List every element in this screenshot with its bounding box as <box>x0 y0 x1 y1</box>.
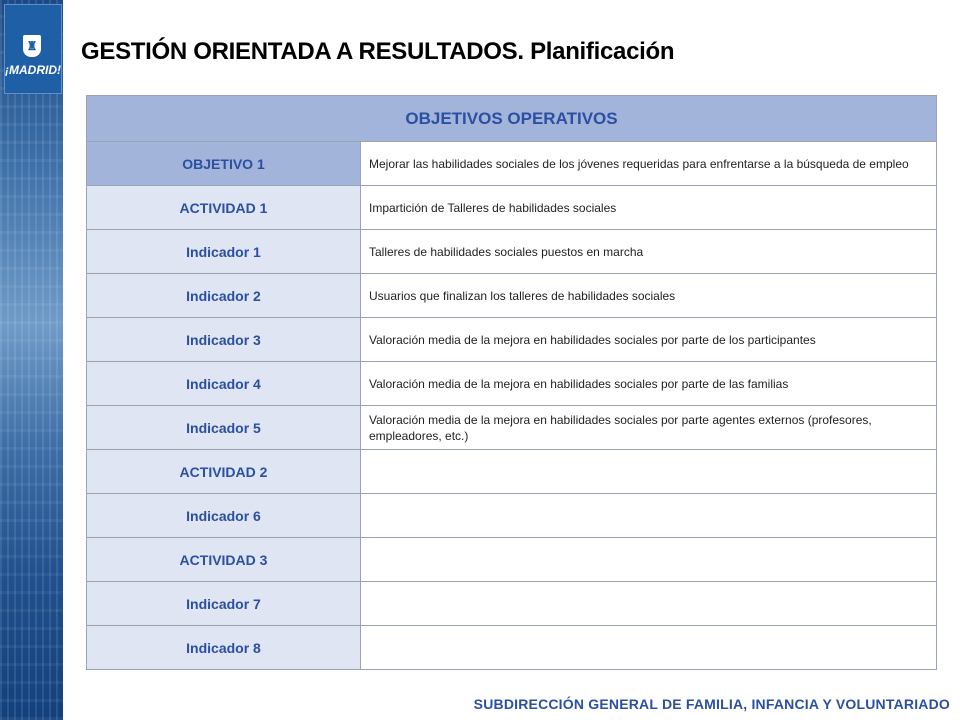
row-value: Valoración media de la mejora en habilidades sociales por parte de las familias <box>361 362 936 405</box>
row-value: Usuarios que finalizan los talleres de habilidades sociales <box>361 274 936 317</box>
row-label: ACTIVIDAD 1 <box>87 186 361 229</box>
row-label: ACTIVIDAD 2 <box>87 450 361 493</box>
madrid-crest-icon: ♜ <box>23 35 41 57</box>
objectives-table <box>86 95 937 670</box>
row-label: Indicador 7 <box>87 582 361 625</box>
table-row <box>87 274 936 318</box>
row-value: Valoración media de la mejora en habilidades sociales por parte agentes externos (profesores, empleadores, etc.) <box>361 406 936 449</box>
row-value: Mejorar las habilidades sociales de los jóvenes requeridas para enfrentarse a la búsqueda de empleo <box>361 142 936 185</box>
row-value <box>361 494 936 537</box>
row-label: Indicador 4 <box>87 362 361 405</box>
row-value: Valoración media de la mejora en habilidades sociales por parte de los participantes <box>361 318 936 361</box>
row-label: Indicador 3 <box>87 318 361 361</box>
page-title: GESTIÓN ORIENTADA A RESULTADOS. Planificación <box>81 38 675 65</box>
row-label: Indicador 1 <box>87 230 361 273</box>
table-row <box>87 186 936 230</box>
table-row <box>87 494 936 538</box>
madrid-brand-text: ¡MADRID! <box>5 63 61 77</box>
row-value: Talleres de habilidades sociales puestos en marcha <box>361 230 936 273</box>
row-value <box>361 582 936 625</box>
table-row <box>87 626 936 669</box>
row-value <box>361 450 936 493</box>
madrid-logo <box>4 4 62 94</box>
table-header: OBJETIVOS OPERATIVOS <box>87 96 936 142</box>
table-row <box>87 406 936 450</box>
row-label: Indicador 6 <box>87 494 361 537</box>
row-label: Indicador 2 <box>87 274 361 317</box>
row-label: Indicador 8 <box>87 626 361 669</box>
table-row <box>87 582 936 626</box>
table-row <box>87 450 936 494</box>
table-row <box>87 318 936 362</box>
row-label: OBJETIVO 1 <box>87 142 361 185</box>
sidebar-decor <box>0 0 63 720</box>
row-value <box>361 538 936 581</box>
row-label: Indicador 5 <box>87 406 361 449</box>
row-value: Impartición de Talleres de habilidades sociales <box>361 186 936 229</box>
footer-department: SUBDIRECCIÓN GENERAL DE FAMILIA, INFANCIA Y VOLUNTARIADO <box>473 696 950 712</box>
table-row <box>87 362 936 406</box>
table-row <box>87 230 936 274</box>
row-value <box>361 626 936 669</box>
table-row <box>87 142 936 186</box>
table-row <box>87 538 936 582</box>
row-label: ACTIVIDAD 3 <box>87 538 361 581</box>
